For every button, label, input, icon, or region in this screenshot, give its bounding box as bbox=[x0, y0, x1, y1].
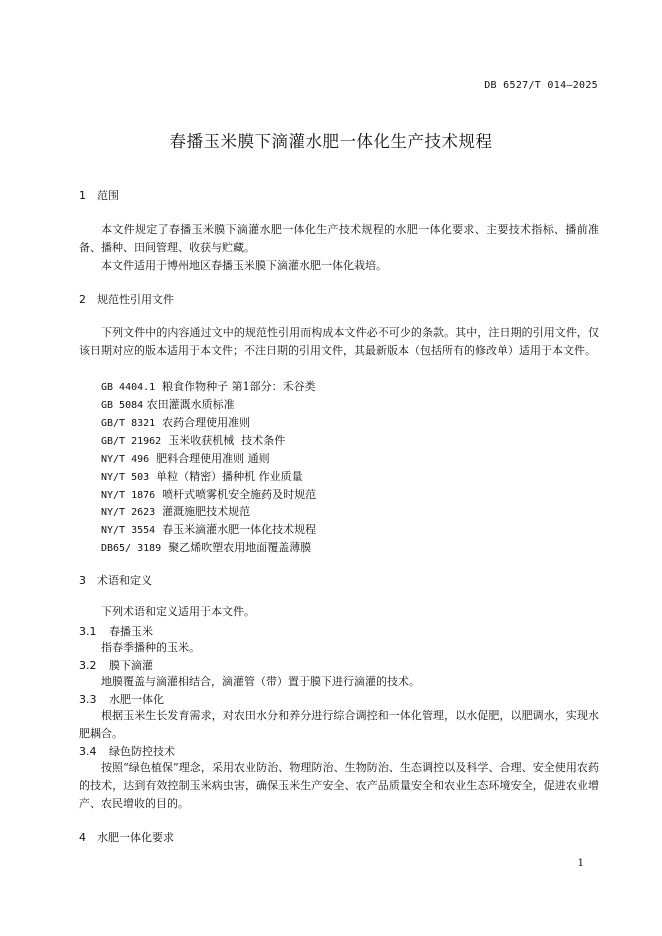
reference-item bbox=[101, 378, 316, 394]
reference-code: NY/T 503 bbox=[101, 472, 150, 483]
term-definition: 指春季播种的玉米。 bbox=[101, 641, 200, 654]
reference-code: DB65/ 3189 bbox=[101, 543, 162, 554]
section-title: 范围 bbox=[97, 189, 119, 202]
section-title: 规范性引用文件 bbox=[97, 293, 174, 306]
section-title: 水肥一体化要求 bbox=[97, 831, 174, 844]
reference-name: 玉米收获机械 技术条件 bbox=[161, 434, 286, 447]
term-heading bbox=[79, 691, 164, 707]
term-number: 3.2 bbox=[79, 659, 97, 672]
term-title: 膜下滴灌 bbox=[109, 659, 153, 672]
section-title: 术语和定义 bbox=[97, 574, 152, 587]
reference-item bbox=[101, 521, 316, 537]
reference-code: NY/T 2623 bbox=[101, 507, 156, 518]
reference-item bbox=[101, 503, 250, 519]
reference-code: NY/T 3554 bbox=[101, 525, 156, 536]
reference-name: 单粒（精密）播种机 作业质量 bbox=[149, 470, 303, 483]
reference-code: GB 4404.1 bbox=[101, 382, 156, 393]
term-definition: 地膜覆盖与滴灌相结合，滴灌管（带）置于膜下进行滴灌的技术。 bbox=[101, 675, 420, 688]
section-number: 3 bbox=[79, 574, 86, 587]
term-title: 绿色防控技术 bbox=[109, 745, 175, 758]
reference-code: GB/T 21962 bbox=[101, 436, 162, 447]
reference-name: 聚乙烯吹塑农用地面覆盖薄膜 bbox=[161, 541, 312, 554]
reference-name: 灌溉施肥技术规范 bbox=[155, 505, 251, 518]
terms-intro: 下列术语和定义适用于本文件。 bbox=[101, 605, 255, 618]
term-title: 水肥一体化 bbox=[109, 693, 164, 706]
reference-item bbox=[101, 450, 270, 466]
term-definition: 根据玉米生长发育需求，对农田水分和养分进行综合调控和一体化管理，以水促肥，以肥调水，实现水肥耦合。 bbox=[79, 709, 599, 740]
reference-item bbox=[101, 414, 250, 430]
reference-item bbox=[101, 396, 235, 412]
reference-name: 粮食作物种子 第1部分：禾谷类 bbox=[155, 380, 316, 393]
normative-intro: 下列文件中的内容通过文中的规范性引用而构成本文件必不可少的条款。其中，注日期的引用文件，仅该日期对应的版本适用于本文件；不注日期的引用文件，其最新版本（包括所有的修改单）适用于本文件。 bbox=[79, 326, 599, 357]
section-number: 1 bbox=[79, 189, 86, 202]
reference-code: NY/T 496 bbox=[101, 454, 150, 465]
reference-item bbox=[101, 468, 303, 484]
section-heading-terms bbox=[79, 572, 152, 588]
term-number: 3.1 bbox=[79, 625, 97, 638]
document-code: DB 6527/T 014—2025 bbox=[484, 80, 598, 91]
term-number: 3.3 bbox=[79, 693, 97, 706]
reference-code: GB/T 8321 bbox=[101, 418, 156, 429]
reference-code: NY/T 1876 bbox=[101, 490, 156, 501]
reference-name: 喷杆式喷雾机安全施药及时规范 bbox=[155, 488, 317, 501]
section-heading-normative bbox=[79, 291, 174, 307]
scope-paragraph-2: 本文件适用于博州地区春播玉米膜下滴灌水肥一体化栽培。 bbox=[101, 259, 387, 272]
reference-name: 农田灌溉水质标准 bbox=[143, 398, 235, 411]
document-title: 春播玉米膜下滴灌水肥一体化生产技术规程 bbox=[169, 132, 493, 151]
reference-name: 肥料合理使用准则 通则 bbox=[149, 452, 270, 465]
term-definition: 按照“绿色植保”理念，采用农业防治、物理防治、生物防治、生态调控以及科学、合理、安全使用农药的技术，达到有效控制玉米病虫害，确保玉米生产安全、农产品质量安全和农业生态环境安全，促进农业增产、农民增收的目的。 bbox=[79, 761, 599, 810]
section-heading-scope bbox=[79, 187, 119, 203]
scope-paragraph-1: 本文件规定了春播玉米膜下滴灌水肥一体化生产技术规程的水肥一体化要求、主要技术指标、播前准备、播种、田间管理、收获与贮藏。 bbox=[79, 223, 599, 254]
term-heading bbox=[79, 657, 153, 673]
section-number: 2 bbox=[79, 293, 86, 306]
reference-code: GB 5084 bbox=[101, 400, 144, 411]
section-number: 4 bbox=[79, 831, 86, 844]
reference-item bbox=[101, 486, 316, 502]
term-title: 春播玉米 bbox=[109, 625, 153, 638]
term-heading bbox=[79, 743, 175, 759]
reference-name: 农药合理使用准则 bbox=[155, 416, 251, 429]
page-number: 1 bbox=[577, 858, 584, 869]
reference-item bbox=[101, 539, 311, 555]
reference-name: 春玉米滴灌水肥一体化技术规程 bbox=[155, 523, 317, 536]
reference-item bbox=[101, 432, 285, 448]
section-heading-water-fertilizer bbox=[79, 829, 174, 845]
term-heading bbox=[79, 623, 153, 639]
term-number: 3.4 bbox=[79, 745, 97, 758]
